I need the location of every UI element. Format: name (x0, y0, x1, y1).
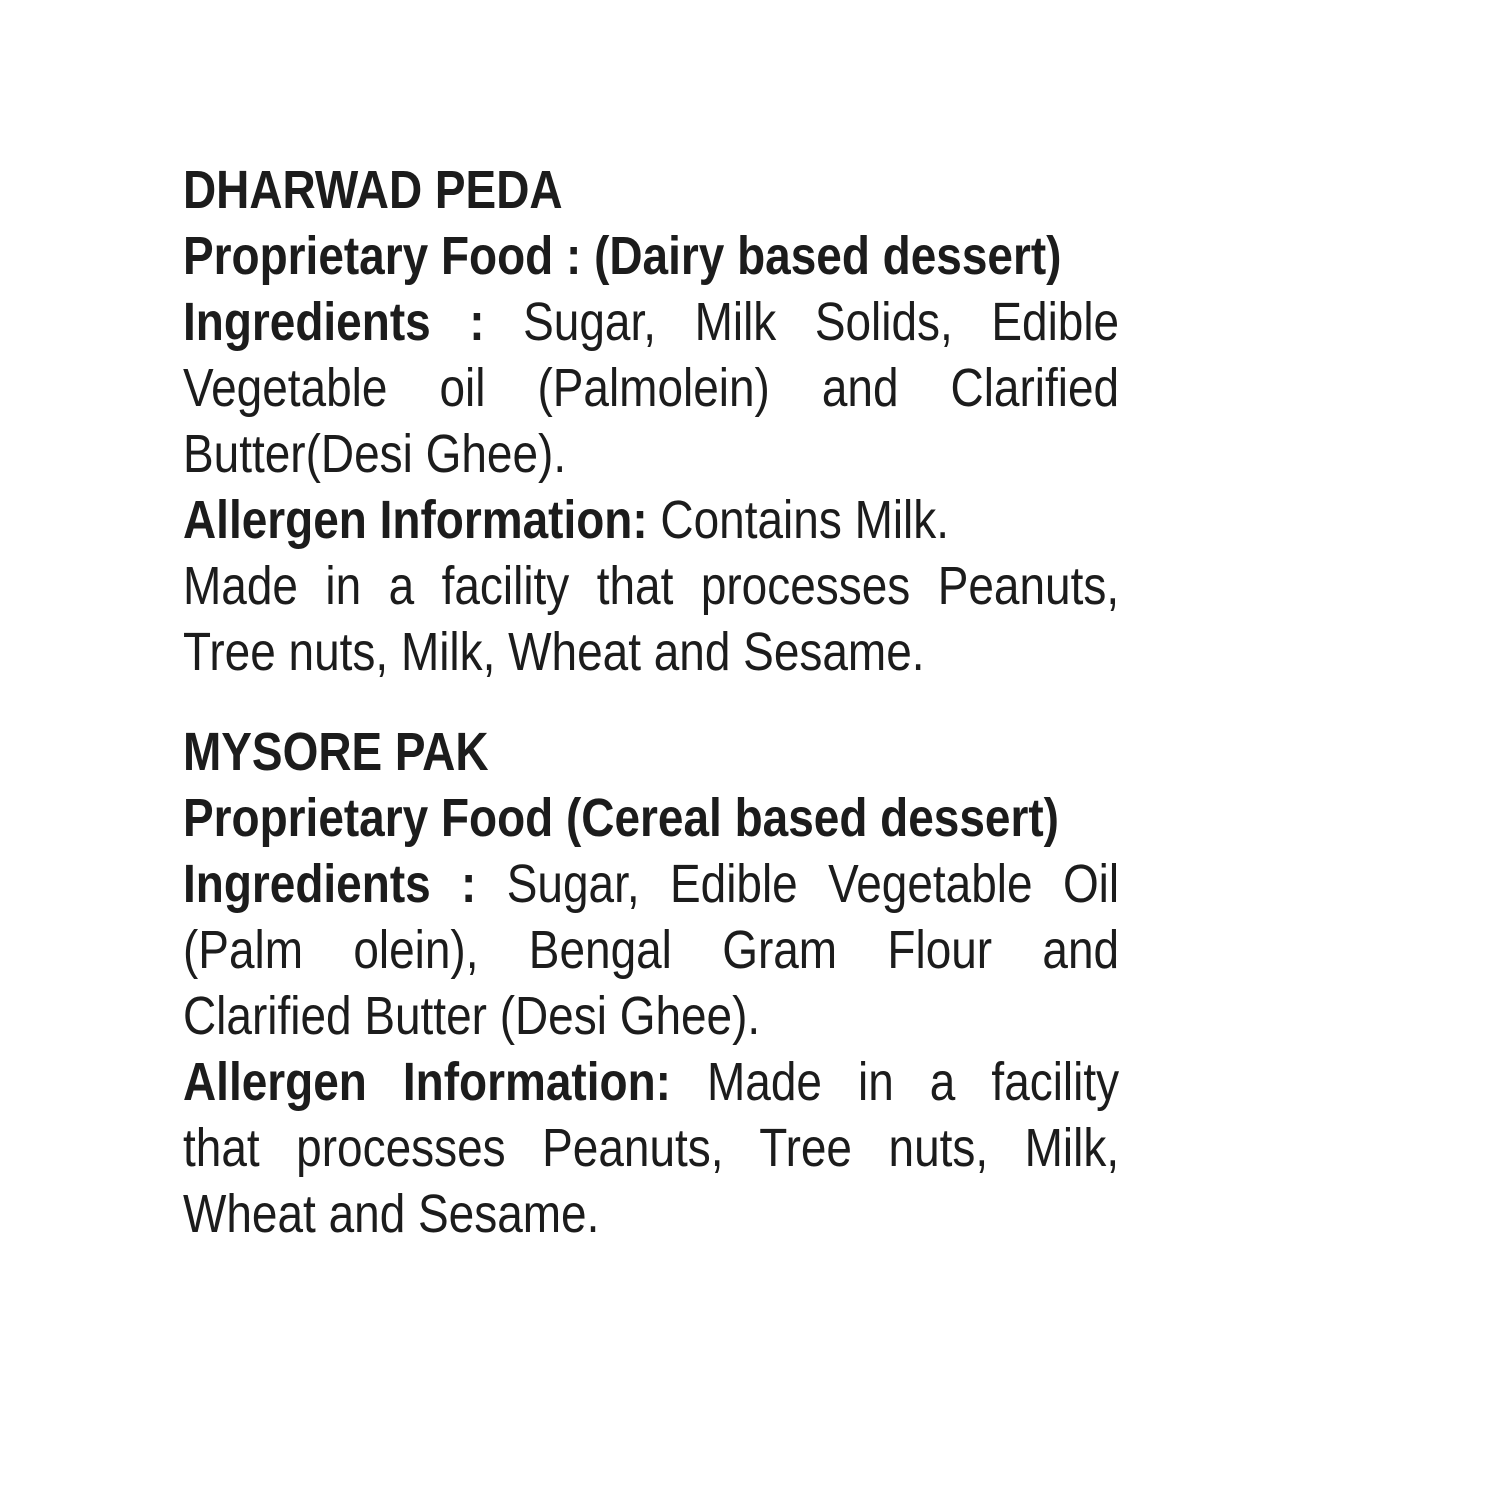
text-line (183, 1181, 1119, 1247)
bold-text: Ingredients : (183, 854, 477, 914)
text-line (183, 1115, 1119, 1181)
text-line (183, 619, 1119, 685)
regular-text: Made in a facility (670, 1052, 1120, 1112)
text-line (183, 487, 1119, 553)
regular-text: that processes Peanuts, Tree nuts, Milk, (183, 1118, 1120, 1178)
regular-text: (Palm olein), Bengal Gram Flour and (183, 920, 1120, 980)
bold-text: Ingredients : (183, 292, 485, 352)
regular-text: Vegetable oil (Palmolein) and Clarified (183, 358, 1120, 418)
regular-text: Made in a facility that processes Peanuts, (183, 556, 1120, 616)
regular-text: Sugar, Edible Vegetable Oil (476, 854, 1120, 914)
text-line (183, 1049, 1119, 1115)
regular-text: Clarified Butter (Desi Ghee). (183, 986, 761, 1046)
bold-text: DHARWAD PEDA (183, 160, 563, 220)
section-dharwad-peda (183, 157, 1119, 685)
text-line (183, 553, 1119, 619)
text-line (183, 157, 1119, 223)
text-line (183, 289, 1119, 355)
bold-text: Allergen Information: (183, 1052, 671, 1112)
bold-text: Allergen Information: (183, 490, 648, 550)
section-mysore-pak (183, 719, 1119, 1247)
text-line (183, 785, 1119, 851)
bold-text: MYSORE PAK (183, 722, 489, 782)
regular-text: Contains Milk. (647, 490, 950, 550)
bold-text: Proprietary Food : (Dairy based dessert) (183, 226, 1062, 286)
text-line (183, 223, 1119, 289)
regular-text: Sugar, Milk Solids, Edible (484, 292, 1120, 352)
text-line (183, 719, 1119, 785)
text-line (183, 421, 1119, 487)
regular-text: Butter(Desi Ghee). (183, 424, 567, 484)
text-line (183, 355, 1119, 421)
text-line (183, 917, 1119, 983)
bold-text: Proprietary Food (Cereal based dessert) (183, 788, 1059, 848)
label-text-block (183, 157, 1119, 1247)
text-line (183, 983, 1119, 1049)
regular-text: Tree nuts, Milk, Wheat and Sesame. (183, 622, 925, 682)
text-line (183, 851, 1119, 917)
regular-text: Wheat and Sesame. (183, 1184, 600, 1244)
